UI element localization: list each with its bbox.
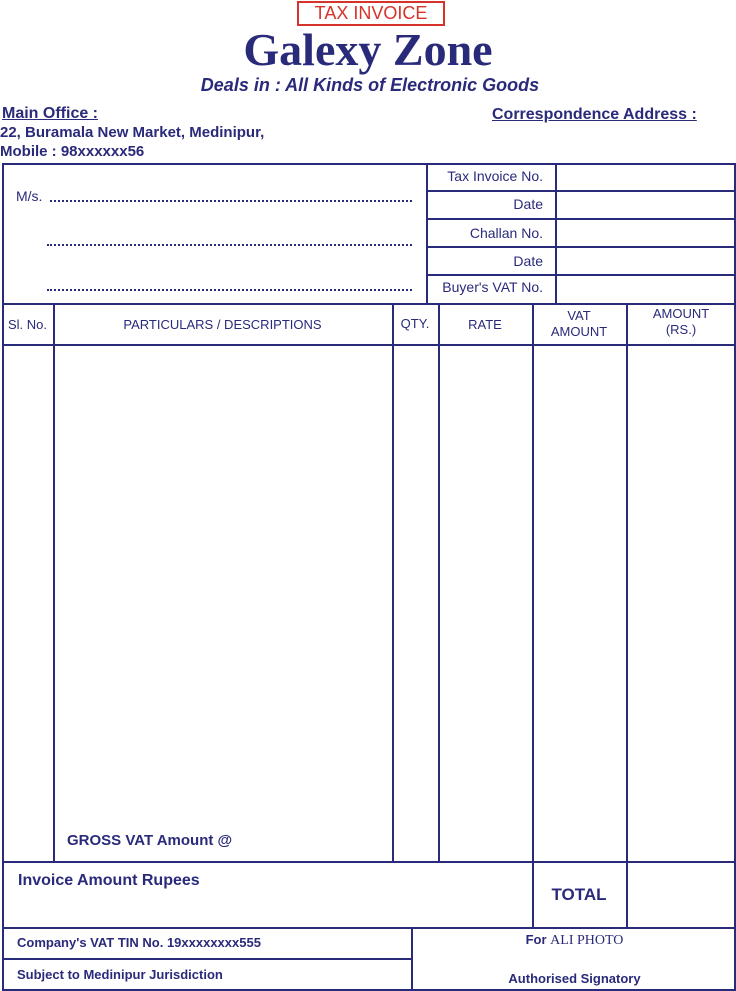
for-label: For	[525, 932, 547, 947]
rule	[426, 274, 736, 276]
tagline: Deals in : All Kinds of Electronic Goods	[200, 75, 540, 95]
authorised-signatory: Authorised Signatory	[508, 971, 641, 986]
rule	[2, 163, 4, 991]
ms-label: M/s.	[16, 188, 43, 204]
col-rate: RATE	[468, 317, 502, 332]
jurisdiction: Subject to Medinipur Jurisdiction	[17, 967, 223, 982]
rule	[426, 190, 736, 192]
rule	[53, 303, 55, 862]
for-name: ALI PHOTO	[550, 933, 624, 948]
tax-invoice-badge: TAX INVOICE	[297, 1, 445, 26]
vat-tin: Company's VAT TIN No. 19xxxxxxxx555	[17, 935, 261, 950]
buyer-name-line[interactable]	[50, 200, 412, 202]
rule	[2, 927, 736, 929]
date-label-2: Date	[513, 253, 543, 269]
col-amount-l2: (RS.)	[665, 322, 697, 337]
rule	[555, 163, 557, 304]
tax-invoice-no-label: Tax Invoice No.	[447, 168, 543, 184]
company-name: Galexy Zone	[243, 24, 493, 75]
office-address: 22, Buramala New Market, Medinipur,	[0, 124, 265, 141]
buyer-address-line-1[interactable]	[47, 244, 412, 246]
rule	[438, 303, 440, 862]
rule	[426, 218, 736, 220]
col-qty: QTY.	[400, 316, 430, 331]
rule	[532, 303, 534, 928]
gross-vat-label: GROSS VAT Amount @	[67, 832, 233, 849]
total-label: TOTAL	[551, 885, 607, 904]
correspondence-label: Correspondence Address :	[492, 106, 697, 123]
rule	[2, 163, 736, 165]
rule	[2, 861, 736, 863]
office-mobile: Mobile : 98xxxxxx56	[0, 143, 145, 160]
rule	[392, 303, 394, 862]
col-vat-amount-l1: VAT	[567, 308, 591, 323]
rule	[2, 958, 413, 960]
invoice-amount-label: Invoice Amount Rupees	[18, 872, 200, 889]
main-office-label: Main Office :	[2, 105, 99, 122]
buyer-vat-label: Buyer's VAT No.	[442, 279, 543, 295]
rule	[626, 303, 628, 928]
buyer-address-line-2[interactable]	[47, 289, 412, 291]
challan-no-label: Challan No.	[469, 225, 543, 241]
col-sl-no: Sl. No.	[7, 317, 47, 332]
col-vat-amount-l2: AMOUNT	[550, 324, 608, 339]
col-particulars: PARTICULARS / DESCRIPTIONS	[123, 317, 322, 332]
date-label-1: Date	[513, 196, 543, 212]
rule	[426, 246, 736, 248]
col-amount-l1: AMOUNT	[652, 306, 710, 321]
for-line	[413, 932, 736, 949]
